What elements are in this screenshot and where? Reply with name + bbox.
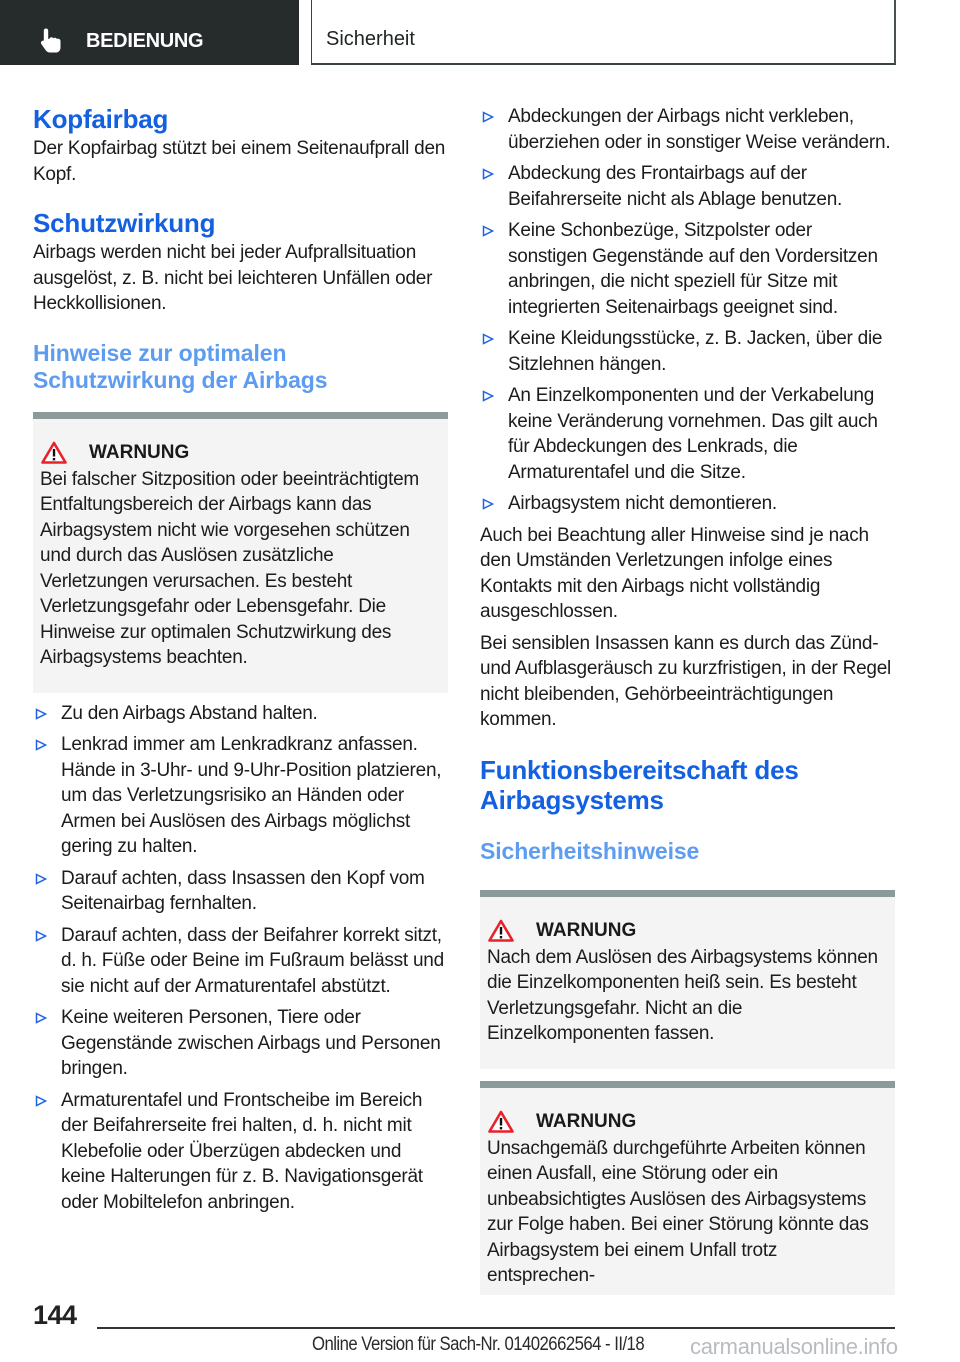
triangle-bullet-icon	[482, 333, 494, 345]
warning-text: Bei falscher Sitzposition oder beeinträchtigtem Entfaltungsbereich der Airbags kann das Airbagsystem nicht wie vorgesehen schützen und durch das Auslösen zusätzliche Verletzungen verursachen. Es besteht Verletzungsgefahr oder Lebensgefahr. Die Hinweise zur optimalen Schutzwirkung des Airbagsystems beachten.	[40, 468, 420, 668]
chapter-label: Sicherheit	[326, 28, 415, 50]
warning-box-improper-work	[480, 1081, 895, 1295]
section-tab-bedienung	[0, 0, 299, 65]
left-column	[33, 100, 448, 1221]
triangle-bullet-icon	[35, 1095, 47, 1107]
triangle-bullet-icon	[35, 1012, 47, 1024]
warning-triangle-icon	[488, 1110, 514, 1133]
list-item: Keine Schonbezüge, Sitzpolster oder sonstigen Gegenstände auf den Vordersitzen anbringen, die nicht speziell für Sitze mit integrierten Seitenairbags geeignet sind.	[480, 218, 895, 320]
paragraph-beachtung: Auch bei Beachtung aller Hinweise sind je nach den Umständen Verletzungen infolge eines Kontakts mit den Airbags nicht vollständig ausgeschlossen.	[480, 524, 869, 622]
list-item: An Einzelkomponenten und der Verkabelung keine Veränderung vornehmen. Das gilt auch für Abdeckungen des Lenkrads, die Armaturentafel und die Sitze.	[480, 383, 895, 485]
warning-title: WARNUNG	[488, 1110, 887, 1134]
warning-box	[33, 412, 448, 693]
triangle-bullet-icon	[35, 739, 47, 751]
list-item: Keine weiteren Personen, Tiere oder Gegenstände zwischen Airbags und Personen bringen.	[33, 1005, 448, 1082]
triangle-bullet-icon	[35, 930, 47, 942]
heading-funktionsbereitschaft: Funktionsbereitschaft des Airbagsystems	[480, 754, 799, 815]
warning-title: WARNUNG	[488, 919, 887, 943]
warning-title: WARNUNG	[41, 441, 440, 465]
heading-hinweise-line2: Schutzwirkung der Airbags	[33, 366, 328, 393]
section-label: BEDIENUNG	[86, 30, 204, 52]
warning-box-hot-components	[480, 890, 895, 1069]
warning-text: Nach dem Auslösen des Airbagsystems können die Einzelkomponenten heiß sein. Es besteht Verletzungsgefahr. Nicht an die Einzelkomponenten fassen.	[487, 946, 878, 1044]
list-item: Keine Kleidungsstücke, z. B. Jacken, über die Sitzlehnen hängen.	[480, 326, 895, 377]
chapter-tab-sicherheit	[311, 0, 896, 65]
footer-divider	[97, 1327, 895, 1329]
triangle-bullet-icon	[482, 168, 494, 180]
hand-pointer-icon	[40, 27, 64, 53]
list-item: Airbagsystem nicht demontieren.	[480, 491, 895, 517]
watermark: carmanualsonline.info	[690, 1334, 898, 1359]
page-number: 144	[33, 1300, 77, 1330]
warning-text: Unsachgemäß durchgeführte Arbeiten können einen Ausfall, eine Störung oder ein unbeabsichtigtes Auslösen des Airbagsystems zur Folge haben. Bei einer Störung könnte das Airbagsystem bei einem Unfall trotz entsprechen-	[487, 1137, 869, 1286]
triangle-bullet-icon	[482, 390, 494, 402]
list-item: Darauf achten, dass der Beifahrer korrekt sitzt, d. h. Füße oder Beine im Fußraum belässt und sie nicht auf der Armaturentafel abstützt.	[33, 923, 448, 1000]
right-column	[480, 100, 895, 1295]
list-item: Abdeckungen der Airbags nicht verkleben, überziehen oder in sonstiger Weise verändern.	[480, 104, 895, 155]
list-item: Zu den Airbags Abstand halten.	[33, 701, 448, 727]
right-bullet-list	[480, 104, 895, 517]
triangle-bullet-icon	[482, 111, 494, 123]
warning-triangle-icon	[41, 441, 67, 464]
triangle-bullet-icon	[482, 225, 494, 237]
list-item: Darauf achten, dass Insassen den Kopf vom Seitenairbag fernhalten.	[33, 866, 448, 917]
list-item: Armaturentafel und Frontscheibe im Bereich der Beifahrerseite frei halten, d. h. nicht mit Klebefolie oder Überzügen abdecken und keine Halterungen für z. B. Navigationsgerät oder Mobiltelefon anbringen.	[33, 1088, 448, 1216]
schutzwirkung-text: Airbags werden nicht bei jeder Aufprallsituation ausgelöst, z. B. nicht bei leichteren Unfällen oder Heckkollisionen.	[33, 242, 433, 314]
heading-schutzwirkung: Schutzwirkung	[33, 208, 216, 238]
left-bullet-list	[33, 701, 448, 1216]
list-item: Lenkrad immer am Lenkradkranz anfassen. Hände in 3-Uhr- und 9-Uhr-Position platzieren, um das Verletzungsrisiko an Händen oder Armen bei Auslösen des Airbags möglichst gering zu halten.	[33, 732, 448, 860]
heading-kopfairbag: Kopfairbag	[33, 104, 169, 134]
kopfairbag-text: Der Kopfairbag stützt bei einem Seitenaufprall den Kopf.	[33, 138, 446, 185]
heading-hinweise-line1: Hinweise zur optimalen	[33, 339, 287, 366]
triangle-bullet-icon	[35, 708, 47, 720]
heading-hinweise	[33, 340, 448, 394]
triangle-bullet-icon	[482, 498, 494, 510]
list-item: Abdeckung des Frontairbags auf der Beifahrerseite nicht als Ablage benutzen.	[480, 161, 895, 212]
paragraph-sensible-insassen: Bei sensiblen Insassen kann es durch das Zünd- und Aufblasgeräusch zu kurzfristigen, in der Regel nicht bleibenden, Gehörbeeinträchtigungen kommen.	[480, 632, 892, 730]
footer-version-text: Online Version für Sach-Nr. 01402662564 - II/18	[312, 1334, 645, 1355]
warning-triangle-icon	[488, 919, 514, 942]
heading-sicherheitshinweise: Sicherheitshinweise	[480, 837, 700, 864]
triangle-bullet-icon	[35, 873, 47, 885]
